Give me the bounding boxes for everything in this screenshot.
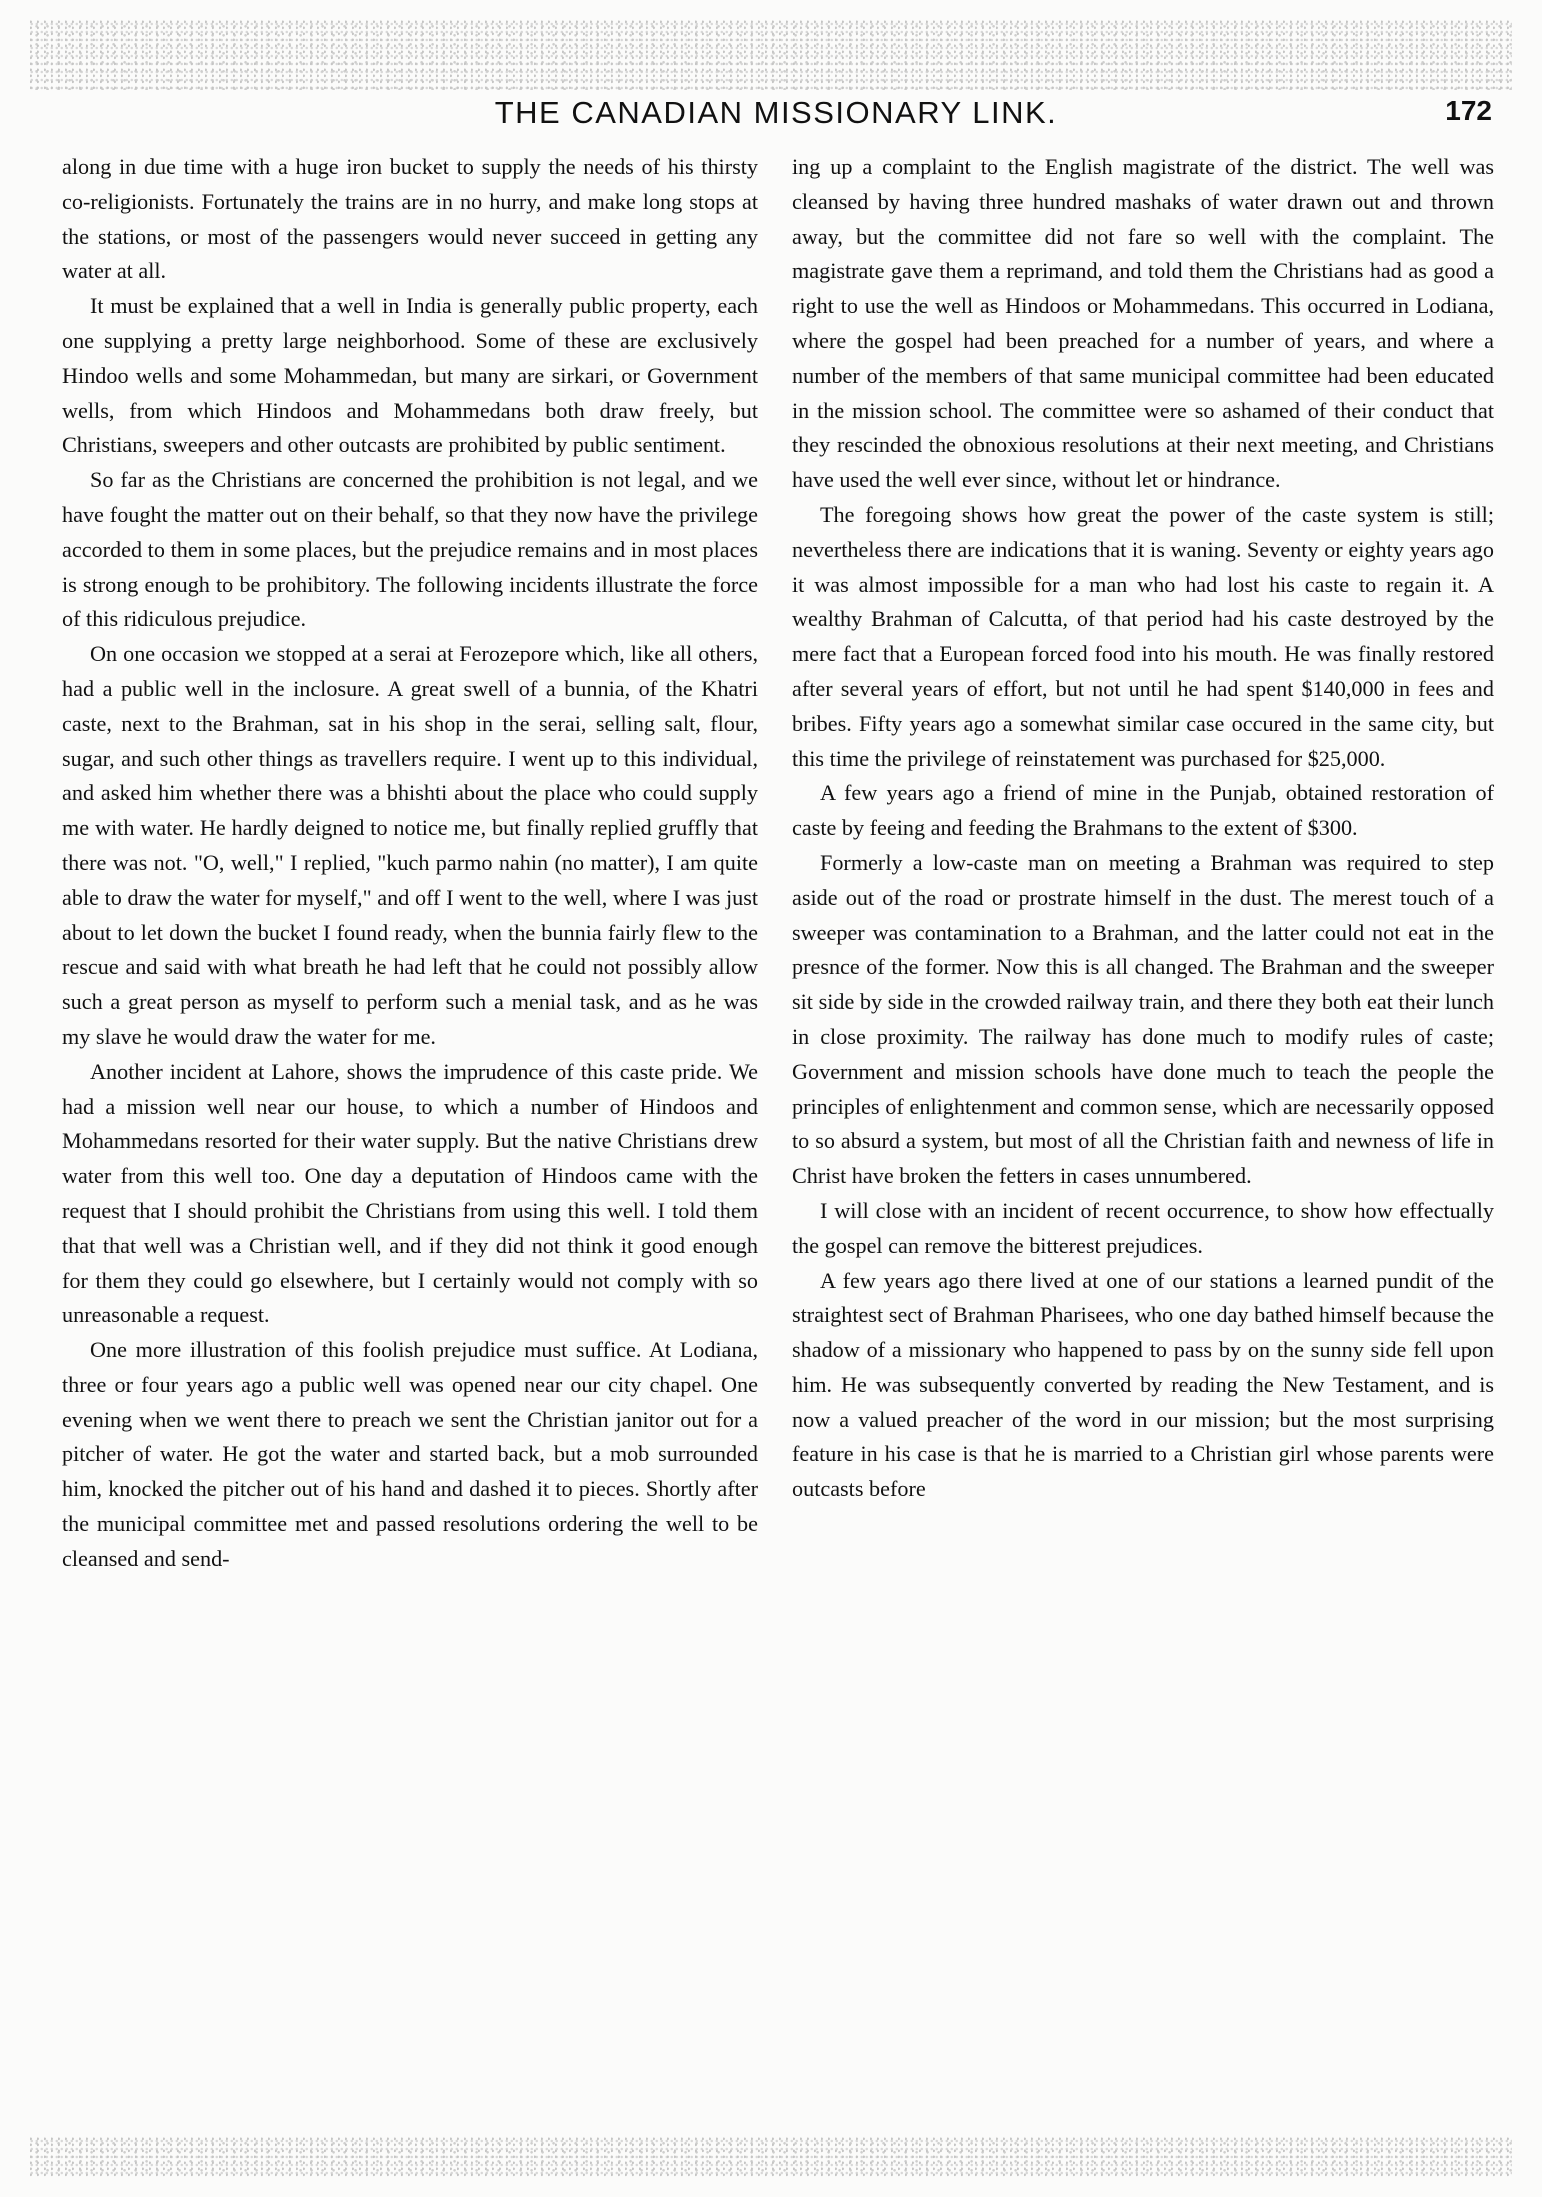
- left-column: [62, 150, 758, 1577]
- right-column: [792, 150, 1494, 1507]
- paragraph: The foregoing shows how great the power of the caste system is still; nevertheless there are indications that it is waning. Seventy or eighty years ago it was almost impossible for a man who had lost his caste to regain it. A wealthy Brahman of Calcutta, of that period had his caste destroyed by the mere fact that a European forced food into his mouth. He was finally restored after several years of effort, but not until he had spent $140,000 in fees and bribes. Fifty years ago a somewhat similar case occured in the same city, but this time the privilege of reinstatement was purchased for $25,000.: [792, 501, 1494, 771]
- publication-title: THE CANADIAN MISSIONARY LINK.: [494, 95, 1058, 130]
- paragraph: On one occasion we stopped at a serai at Ferozepore which, like all others, had a public well in the inclosure. A great swell of a bunnia, of the Khatri caste, next to the Brahman, sat in his shop in the serai, selling salt, flour, sugar, and such other things as travellers require. I went up to this individual, and asked him whether there was a bhishti about the place who could supply me with water. He hardly deigned to notice me, but finally replied gruffly that there was not. "O, well," I replied, "kuch parmo nahin (no matter), I am quite able to draw the water for myself," and off I went to the well, where I was just about to let down the bucket I found ready, when the bunnia fairly flew to the rescue and said with what breath he had left that he could not possibly allow such a great person as myself to perform such a menial task, and as he was my slave he would draw the water for me.: [62, 641, 758, 1049]
- page-header: [60, 95, 1492, 145]
- paragraph: I will close with an incident of recent occurrence, to show how effectually the gospel can remove the bitterest prejudices.: [792, 1197, 1494, 1258]
- paragraph: A few years ago there lived at one of our stations a learned pundit of the straightest sect of Brahman Pharisees, who one day bathed himself because the shadow of a missionary who happened to pass by on the sunny side fell upon him. He was subsequently converted by reading the New Testament, and is now a valued preacher of the word in our mission; but the most surprising feature in his case is that he is married to a Christian girl whose parents were outcasts before: [792, 1267, 1494, 1502]
- paragraph: along in due time with a huge iron bucket to supply the needs of his thirsty co-religionists. Fortunately the trains are in no hurry, and make long stops at the stations, or most of the passengers would never succeed in getting any water at all.: [62, 154, 758, 284]
- paragraph: ing up a complaint to the English magistrate of the district. The well was cleansed by having three hundred mashaks of water drawn out and thrown away, but the committee did not fare so well with the complaint. The magistrate gave them a reprimand, and told them the Christians had as good a right to use the well as Hindoos or Mohammedans. This occurred in Lodiana, where the gospel had been preached for a number of years, and where a number of the members of that same municipal committee had been educated in the mission school. The committee were so ashamed of their conduct that they rescinded the obnoxious resolutions at their next meeting, and Christians have used the well ever since, without let or hindrance.: [792, 154, 1494, 493]
- page-number: 172: [1445, 95, 1492, 126]
- paragraph: It must be explained that a well in India is generally public property, each one supplying a pretty large neighborhood. Some of these are exclusively Hindoo wells and some Mohammedan, but many are sirkari, or Government wells, from which Hindoos and Mohammedans both draw freely, but Christians, sweepers and other outcasts are prohibited by public sentiment.: [62, 293, 758, 458]
- paragraph: A few years ago a friend of mine in the Punjab, obtained restoration of caste by feeing and feeding the Brahmans to the extent of $300.: [792, 780, 1494, 841]
- paragraph: One more illustration of this foolish prejudice must suffice. At Lodiana, three or four years ago a public well was opened near our city chapel. One evening when we went there to preach we sent the Christian janitor out for a pitcher of water. He got the water and started back, but a mob surrounded him, knocked the pitcher out of his hand and dashed it to pieces. Shortly after the municipal committee met and passed resolutions ordering the well to be cleansed and send-: [62, 1337, 758, 1571]
- scan-noise-top: [30, 20, 1512, 90]
- paragraph: So far as the Christians are concerned the prohibition is not legal, and we have fought the matter out on their behalf, so that they now have the privilege accorded to them in some places, but the prejudice remains and in most places is strong enough to be prohibitory. The following incidents illustrate the force of this ridiculous prejudice.: [62, 467, 758, 632]
- scan-noise-bottom: [30, 2137, 1512, 2177]
- paragraph: Another incident at Lahore, shows the imprudence of this caste pride. We had a mission well near our house, to which a number of Hindoos and Mohammedans resorted for their water supply. But the native Christians drew water from this well too. One day a deputation of Hindoos came with the request that I should prohibit the Christians from using this well. I told them that that well was a Christian well, and if they did not think it good enough for them they could go elsewhere, but I certainly would not comply with so unreasonable a request.: [62, 1058, 758, 1328]
- paragraph: Formerly a low-caste man on meeting a Brahman was required to step aside out of the road or prostrate himself in the dust. The merest touch of a sweeper was contamination to a Brahman, and the latter could not eat in the presnce of the former. Now this is all changed. The Brahman and the sweeper sit side by side in the crowded railway train, and there they both eat their lunch in close proximity. The railway has done much to modify rules of caste; Government and mission schools have done much to teach the people the principles of enlightenment and common sense, which are necessarily opposed to so absurd a system, but most of all the Christian faith and newness of life in Christ have broken the fetters in cases unnumbered.: [792, 849, 1494, 1189]
